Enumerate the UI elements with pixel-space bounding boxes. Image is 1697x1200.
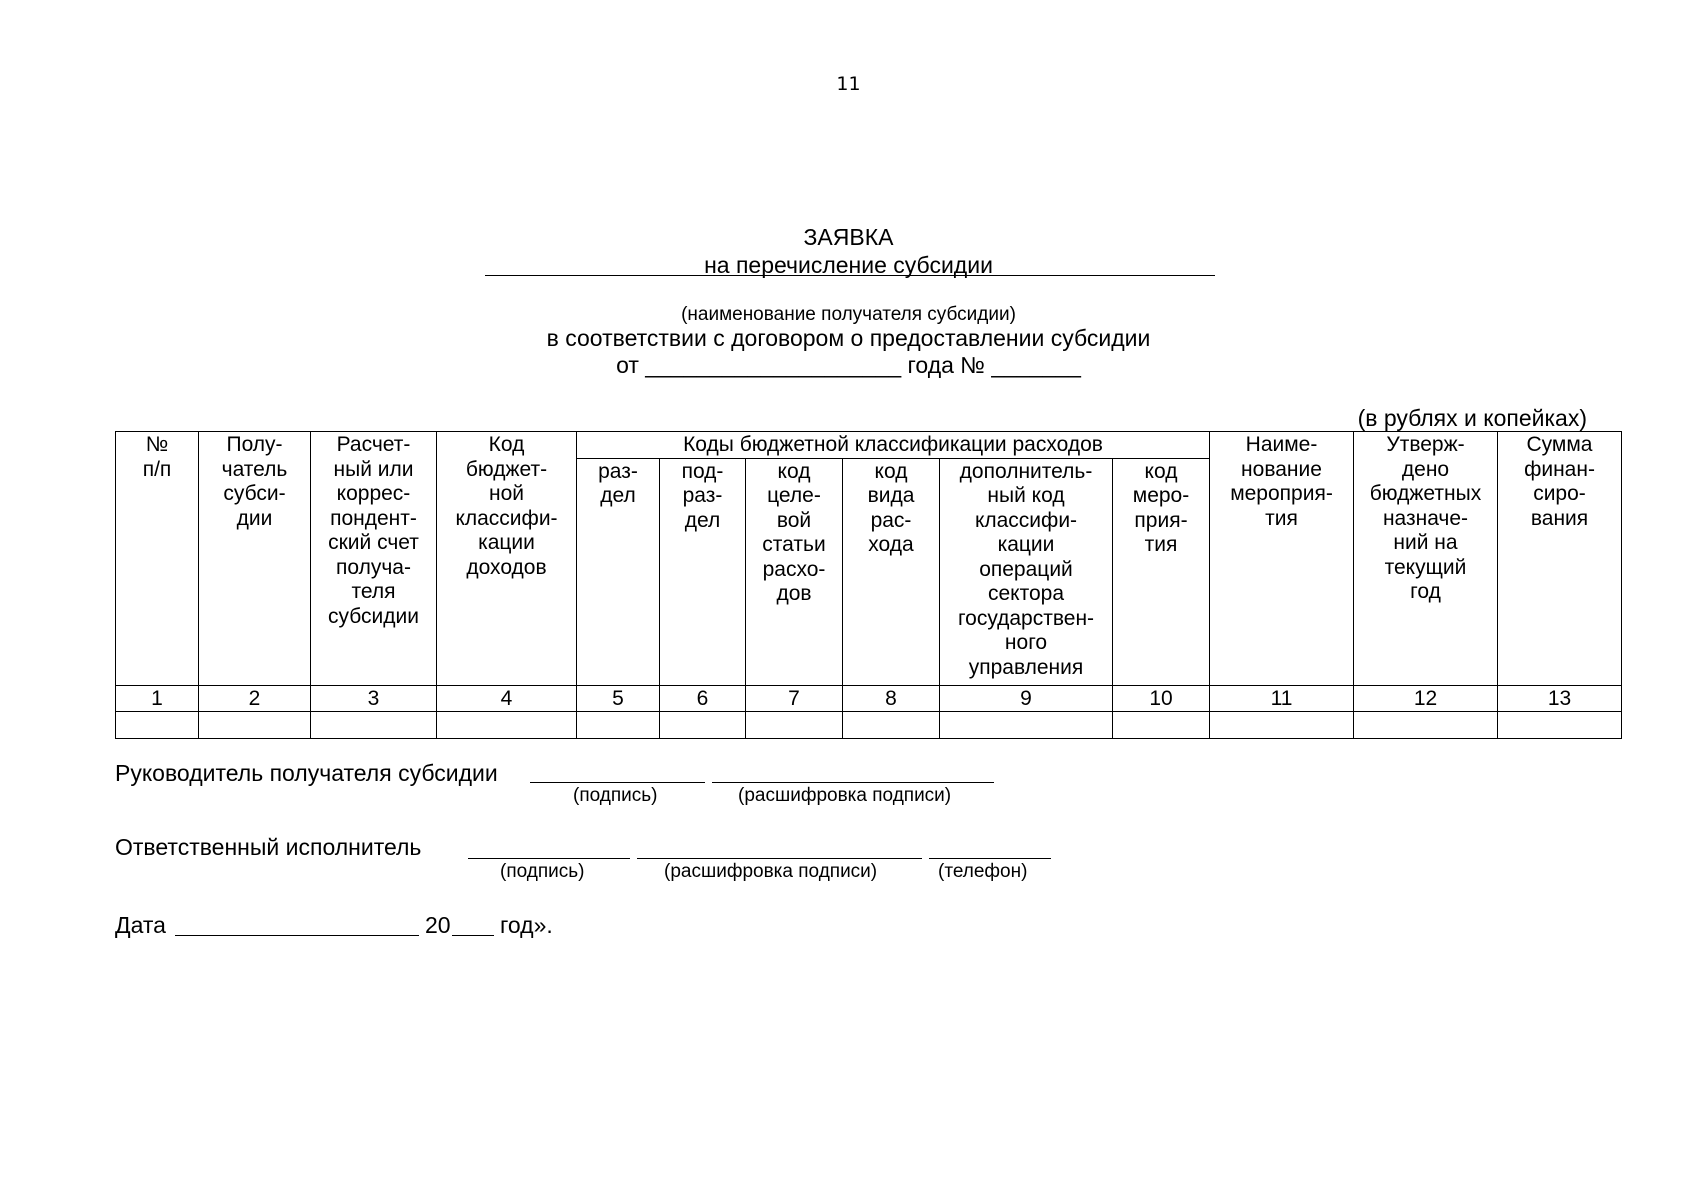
col-header-amount: Сумма финан- сиро- вания <box>1498 432 1622 686</box>
executor-decode-line[interactable] <box>637 858 922 859</box>
table-cell-empty[interactable] <box>660 712 746 739</box>
column-number-12: 12 <box>1354 685 1498 712</box>
recipient-name-line[interactable] <box>485 275 1215 276</box>
col-header-approved: Утверж- дено бюджетных назначе- ний на текущий год <box>1354 432 1498 686</box>
table-row <box>116 712 1622 739</box>
executor-phone-caption: (телефон) <box>938 861 1028 882</box>
date-line[interactable] <box>175 935 419 936</box>
table-cell-empty[interactable] <box>311 712 437 739</box>
date-label: Дата <box>115 912 166 938</box>
col-header-recipient: Полу- чатель субси- дии <box>199 432 311 686</box>
units-note: (в рублях и копейках) <box>1357 405 1587 431</box>
column-number-3: 3 <box>311 685 437 712</box>
table-cell-empty[interactable] <box>577 712 660 739</box>
column-numbers-row <box>116 685 1622 712</box>
subsidy-request-table <box>115 431 1622 739</box>
table-cell-empty[interactable] <box>746 712 843 739</box>
agreement-date-line: от ____________________ года № _______ <box>616 352 1081 378</box>
table-cell-empty[interactable] <box>1210 712 1354 739</box>
col-header-additional-code: дополнитель- ный код классифи- кации операций сектора государствен- ного управления <box>940 458 1113 685</box>
executor-sign-caption: (подпись) <box>500 861 585 882</box>
table-cell-empty[interactable] <box>843 712 940 739</box>
table-cell-empty[interactable] <box>437 712 577 739</box>
col-header-subsection: под- раз- дел <box>660 458 746 685</box>
executor-label: Ответственный исполнитель <box>115 834 422 860</box>
recipient-name-caption: (наименование получателя субсидии) <box>681 304 1016 325</box>
date-year-line[interactable] <box>452 935 494 936</box>
column-number-2: 2 <box>199 685 311 712</box>
column-number-5: 5 <box>577 685 660 712</box>
executor-decode-caption: (расшифровка подписи) <box>664 861 878 882</box>
col-header-section: раз- дел <box>577 458 660 685</box>
table-cell-empty[interactable] <box>116 712 199 739</box>
column-number-10: 10 <box>1113 685 1210 712</box>
column-number-7: 7 <box>746 685 843 712</box>
head-decode-caption: (расшифровка подписи) <box>738 785 952 806</box>
column-number-1: 1 <box>116 685 199 712</box>
head-decode-line[interactable] <box>712 782 994 783</box>
table-cell-empty[interactable] <box>1354 712 1498 739</box>
column-number-4: 4 <box>437 685 577 712</box>
date-suffix: год». <box>500 912 553 938</box>
table-cell-empty[interactable] <box>1113 712 1210 739</box>
col-header-number: № п/п <box>116 432 199 686</box>
col-header-event-code: код меро- прия- тия <box>1113 458 1210 685</box>
col-header-account: Расчет- ный или коррес- пондент- ский счет получа- теля субсидии <box>311 432 437 686</box>
column-number-13: 13 <box>1498 685 1622 712</box>
col-header-expense-type: код вида рас- хода <box>843 458 940 685</box>
col-header-event-name: Наиме- нование мероприя- тия <box>1210 432 1354 686</box>
executor-signature-line[interactable] <box>468 858 630 859</box>
page-number: 11 <box>836 73 861 95</box>
col-header-expense-codes-group: Коды бюджетной классификации расходов <box>577 432 1210 459</box>
column-number-9: 9 <box>940 685 1113 712</box>
agreement-line: в соответствии с договором о предоставлении субсидии <box>546 325 1151 351</box>
document-title: ЗАЯВКА <box>803 224 894 250</box>
table-cell-empty[interactable] <box>940 712 1113 739</box>
column-number-6: 6 <box>660 685 746 712</box>
table-cell-empty[interactable] <box>1498 712 1622 739</box>
col-header-target-item: код целе- вой статьи расхо- дов <box>746 458 843 685</box>
head-signature-label: Руководитель получателя субсидии <box>115 760 498 786</box>
document-subtitle: на перечисление субсидии <box>704 252 993 278</box>
head-signature-line[interactable] <box>530 782 705 783</box>
table-cell-empty[interactable] <box>199 712 311 739</box>
column-number-11: 11 <box>1210 685 1354 712</box>
executor-phone-line[interactable] <box>929 858 1051 859</box>
head-sign-caption: (подпись) <box>573 785 658 806</box>
column-number-8: 8 <box>843 685 940 712</box>
date-year-prefix: 20 <box>425 912 451 938</box>
col-header-income-code: Код бюджет- ной классифи- кации доходов <box>437 432 577 686</box>
